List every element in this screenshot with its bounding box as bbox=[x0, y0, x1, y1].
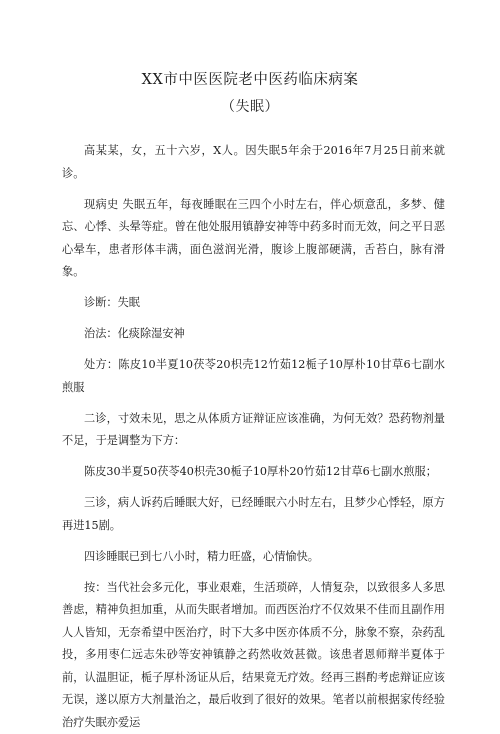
paragraph-commentary: 按：当代社会多元化，事业艰难，生活琐碎，人情复杂，以致很多人多思善虑，精神负担加重，从而失眠者增加。而西医治疗不仅效果不佳而且副作用人人皆知，无奈希望中医治疗，时下大多中医亦体质不分，脉象不察，杂药乱投，多用枣仁远志朱砂等安神镇静之药然收效甚微。该患者恩师辩半夏体于前，认温胆证，栀子厚朴汤证从后，结果竟无疗效。经再三斟酌考虑辩证应该无误，遂以原方大剂量治之，最后收到了很好的效果。笔者以前根据家传经验治疗失眠亦爱运 bbox=[62, 577, 445, 734]
document-body bbox=[62, 140, 445, 734]
paragraph-second-visit: 二诊，寸效未见，思之从体质方证辩证应该准确，为何无效？恐药物剂量不足，于是调整为下方： bbox=[62, 408, 445, 453]
paragraph-fourth-visit: 四诊睡眠已到七八小时，精力旺盛，心情愉快。 bbox=[62, 546, 445, 569]
paragraph-diagnosis: 诊断：失眠 bbox=[62, 292, 445, 315]
paragraph-treatment: 治法：化痰除湿安神 bbox=[62, 323, 445, 346]
document-title: XX市中医医院老中医药临床病案 bbox=[0, 68, 500, 89]
paragraph-history: 现病史 失眠五年，每夜睡眠在三四个小时左右，伴心烦意乱，多梦、健忘、心悸、头晕等症。曾在他处服用镇静安神等中药多时而无效，问之平日恶心晕车，患者形体丰满，面色滋润光滑，腹诊上腹部硬满，舌苔白，脉有滑象。 bbox=[62, 194, 445, 284]
document-subtitle: （失眠） bbox=[0, 96, 500, 116]
paragraph-prescription: 处方：陈皮10半夏10茯苓20枳壳12竹茹12栀子10厚朴10甘草6七副水煎服 bbox=[62, 354, 445, 399]
paragraph-third-visit: 三诊，病人诉药后睡眠大好，已经睡眠六小时左右，且梦少心悸轻，原方再进15剧。 bbox=[62, 492, 445, 537]
paragraph-patient-info: 高某某，女，五十六岁，X人。因失眠5年余于2016年7月25日前来就诊。 bbox=[62, 140, 445, 185]
paragraph-adjusted-prescription: 陈皮30半夏50茯苓40枳壳30栀子10厚朴20竹茹12甘草6七副水煎服； bbox=[62, 461, 445, 484]
